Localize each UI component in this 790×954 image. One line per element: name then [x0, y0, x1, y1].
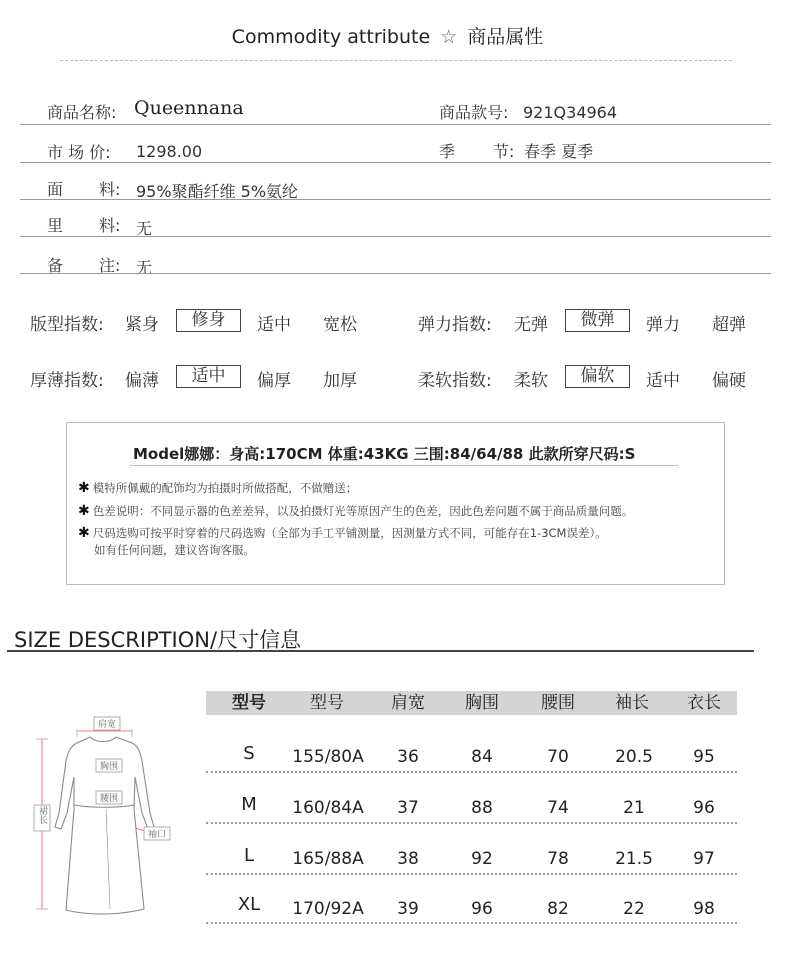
chest-cell: 92 [471, 849, 493, 869]
header-chest: 胸围 [465, 693, 499, 713]
note-accessories [78, 480, 357, 496]
softness-option: 适中 [646, 371, 680, 391]
fit-option: 宽松 [323, 315, 357, 335]
note-color [78, 503, 633, 519]
remark-value: 无 [136, 258, 153, 277]
asterisk-icon: ✱ [78, 503, 90, 519]
fabric-value: 95%聚酯纤维 5%氨纶 [136, 182, 299, 201]
softness-index-label: 柔软指数: [418, 371, 492, 391]
waist-seam [74, 805, 134, 807]
asterisk-icon: ✱ [78, 480, 90, 496]
fabric-label-b: 料: [99, 180, 121, 199]
note-sizing [78, 525, 607, 541]
note-text: 模特所佩戴的配饰均为拍摄时所做搭配，不做赠送； [92, 481, 358, 495]
shoulder-cell: 37 [397, 798, 419, 818]
remark-label-a: 备 [47, 256, 64, 275]
row-divider [20, 162, 771, 163]
waist-label: 腰围 [99, 794, 119, 804]
sleeve-cell: 20.5 [615, 747, 653, 767]
size-cell: S [243, 743, 255, 764]
header-sleeve: 袖长 [615, 693, 649, 713]
row-divider [20, 236, 771, 237]
asterisk-icon: ✱ [78, 525, 90, 541]
size-section-rule [7, 650, 754, 652]
thickness-index-label: 厚薄指数: [30, 371, 104, 391]
thickness-option: 偏薄 [125, 371, 159, 391]
header-spec: 型号 [310, 693, 344, 713]
spec-cell: 160/84A [292, 798, 364, 818]
header-size: 型号 [232, 693, 266, 713]
fit-option-selected: 修身 [176, 309, 241, 332]
elasticity-option-selected: 微弹 [565, 309, 630, 332]
row-divider [206, 873, 737, 875]
chest-label: 胸围 [99, 762, 119, 772]
spec-cell: 170/92A [292, 899, 364, 919]
thickness-option: 偏厚 [257, 371, 291, 391]
size-section-title: SIZE DESCRIPTION/尺寸信息 [14, 628, 302, 652]
waist-cell: 78 [547, 849, 569, 869]
spec-cell: 155/80A [292, 747, 364, 767]
note-text: 色差说明：不同显示器的色差差异，以及拍摄灯光等原因产生的色差，因此色差问题不属于商品质量问题。 [92, 504, 634, 518]
price-value: 1298.00 [136, 142, 203, 161]
spec-cell: 165/88A [292, 849, 364, 869]
style-no-label: 商品款号: [439, 103, 509, 122]
sleeve-cell: 21.5 [615, 849, 653, 869]
header-waist: 腰围 [541, 693, 575, 713]
shoulder-label: 肩宽 [97, 720, 117, 730]
row-divider [206, 771, 737, 773]
name-value: Queennana [134, 97, 244, 119]
fit-option: 适中 [257, 315, 291, 335]
chest-cell: 88 [471, 798, 493, 818]
size-cell: M [241, 794, 257, 815]
fabric-label-a: 面 [47, 180, 64, 199]
size-cell: L [243, 845, 255, 866]
lining-label-b: 料: [99, 216, 121, 235]
season-label-a: 季 [439, 142, 456, 161]
waist-cell: 70 [547, 747, 569, 767]
row-divider [20, 273, 771, 274]
row-divider [20, 124, 771, 125]
shoulder-cell: 39 [397, 899, 419, 919]
sleeve-cell: 22 [623, 899, 645, 919]
softness-option: 偏硬 [712, 371, 746, 391]
thickness-option-selected: 适中 [176, 365, 241, 388]
dress-diagram [20, 713, 180, 918]
fit-index-label: 版型指数: [30, 315, 104, 335]
shoulder-cell: 38 [397, 849, 419, 869]
softness-option-selected: 偏软 [565, 365, 630, 388]
elasticity-option: 无弹 [514, 315, 548, 335]
star-icon: ☆ [440, 26, 458, 48]
note-text: 尺码选购可按平时穿着的尺码选购（全部为手工平铺测量，因测量方式不同，可能存在1-3CM误差）。 [92, 526, 607, 540]
remark-label-b: 注: [99, 256, 121, 275]
model-line-divider [130, 465, 678, 466]
header-shoulder: 肩宽 [391, 693, 425, 713]
row-divider [206, 922, 737, 924]
title-divider [60, 60, 732, 61]
title-cn: 商品属性 [467, 26, 544, 48]
fit-option: 紧身 [125, 315, 159, 335]
page-title [0, 22, 775, 49]
season-label-b: 节: [493, 142, 515, 161]
chest-cell: 96 [471, 899, 493, 919]
length-cell: 97 [693, 849, 715, 869]
model-measurements: Model娜娜：身高:170CM 体重:43KG 三围:84/64/88 此款所穿尺码:S [133, 445, 636, 463]
length-cell: 96 [693, 798, 715, 818]
center-fold [106, 809, 110, 909]
length-cell: 98 [693, 899, 715, 919]
softness-option: 柔软 [514, 371, 548, 391]
elasticity-index-label: 弹力指数: [418, 315, 492, 335]
style-no-value: 921Q34964 [523, 103, 618, 122]
row-divider [206, 822, 737, 824]
season-value: 春季 夏季 [524, 142, 594, 161]
elasticity-option: 超弹 [712, 315, 746, 335]
shoulder-cell: 36 [397, 747, 419, 767]
waist-cell: 74 [547, 798, 569, 818]
price-label: 市 场 价: [47, 143, 111, 162]
title-en: Commodity attribute [231, 26, 431, 48]
size-cell: XL [237, 894, 261, 915]
length-label: 裙长 [37, 806, 47, 824]
elasticity-option: 弹力 [646, 315, 680, 335]
waist-cell: 82 [547, 899, 569, 919]
length-cell: 95 [693, 747, 715, 767]
thickness-option: 加厚 [323, 371, 357, 391]
chest-cell: 84 [471, 747, 493, 767]
note-support: 如有任何问题，建议咨询客服。 [94, 543, 255, 557]
row-divider [20, 199, 771, 200]
lining-value: 无 [136, 219, 153, 238]
sleeve-cell: 21 [623, 798, 645, 818]
name-label: 商品名称: [47, 103, 117, 122]
header-length: 衣长 [687, 693, 721, 713]
lining-label-a: 里 [47, 216, 64, 235]
cuff-label: 袖口 [147, 830, 167, 840]
